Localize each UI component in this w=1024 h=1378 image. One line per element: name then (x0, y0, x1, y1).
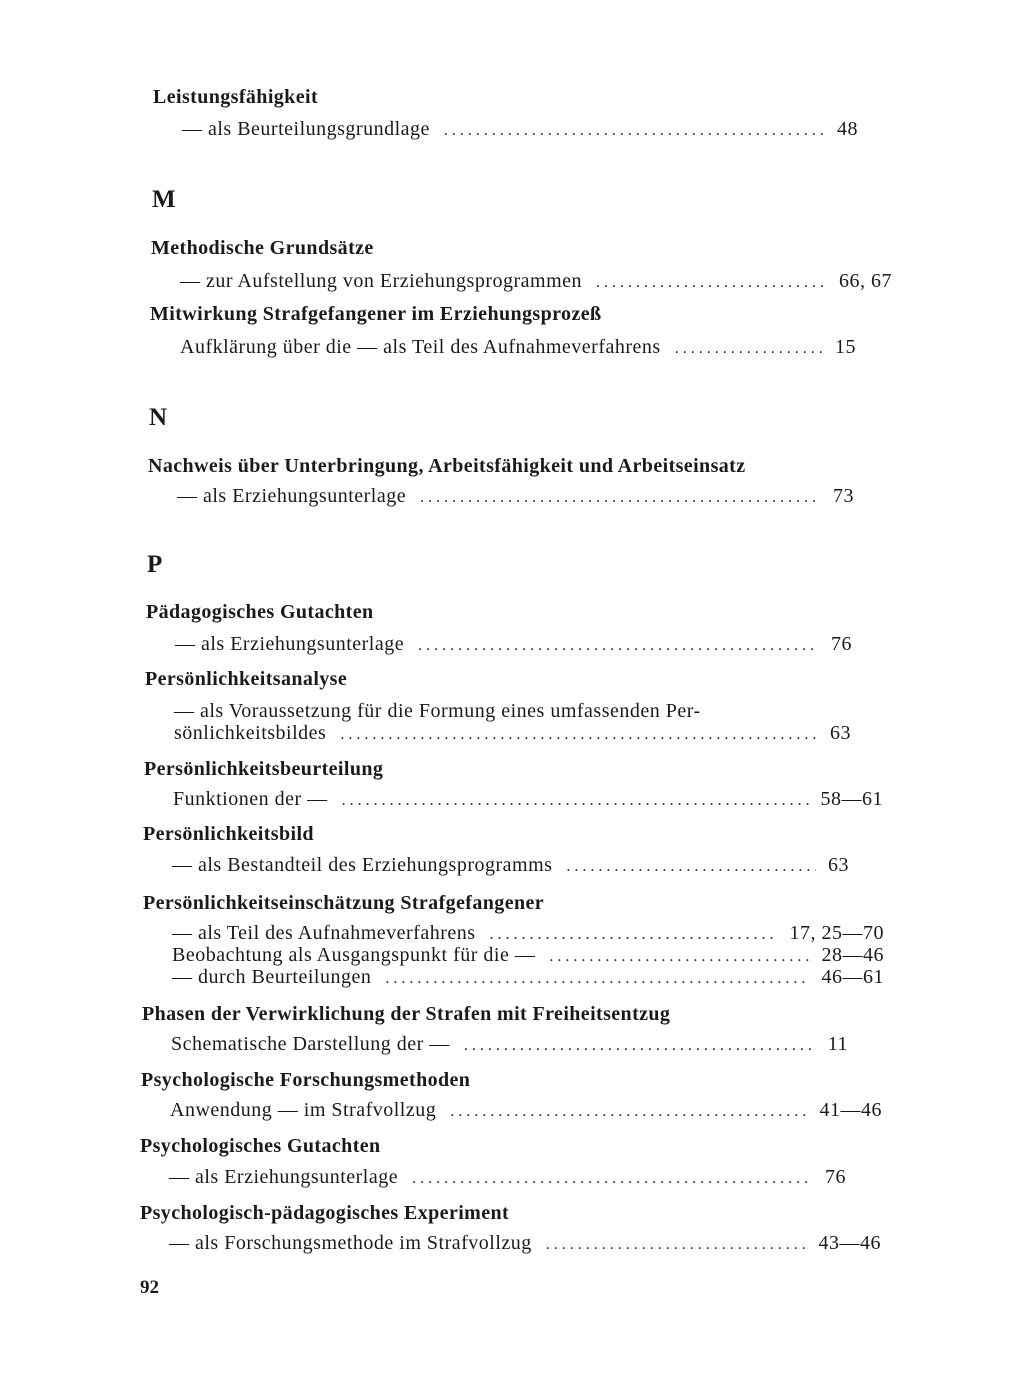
entry-text: Schematische Darstellung der — (171, 1033, 450, 1055)
entry-page: 28—46 (821, 944, 884, 966)
index-entry (169, 1166, 846, 1189)
entry-text: Funktionen der — (173, 788, 328, 810)
leader-dots (418, 637, 819, 655)
entry-page: 17, 25—70 (789, 922, 884, 944)
index-entry (173, 788, 883, 811)
index-entry (180, 270, 892, 293)
index-entry (172, 944, 884, 967)
index-entry (180, 336, 856, 359)
page-number: 92 (140, 1277, 159, 1298)
leader-dots (450, 1103, 807, 1121)
entry-text: — als Beurteilungsgrundlage (182, 118, 430, 140)
leader-dots (340, 726, 818, 744)
index-entry (172, 922, 884, 945)
leader-dots (444, 122, 825, 140)
index-heading: Psychologisch-pädagogisches Experiment (140, 1202, 510, 1224)
entry-text: Anwendung — im Strafvollzug (170, 1099, 437, 1121)
section-letter: N (149, 404, 168, 431)
index-entry (172, 854, 849, 877)
entry-text: — als Erziehungsunterlage (177, 485, 407, 507)
index-heading: Psychologische Forschungsmethoden (141, 1069, 471, 1091)
leader-dots (546, 1236, 807, 1254)
section-letter: P (147, 551, 163, 578)
entry-text: — zur Aufstellung von Erziehungsprogrammen (180, 270, 583, 292)
leader-dots (675, 340, 823, 358)
index-heading: Persönlichkeitseinschätzung Strafgefangener (143, 892, 545, 914)
index-entry (175, 633, 852, 656)
entry-text: — als Erziehungsunterlage (169, 1166, 399, 1188)
entry-text: — als Bestandteil des Erziehungsprogramms (172, 854, 553, 876)
entry-page: 41—46 (819, 1099, 882, 1121)
leader-dots (464, 1037, 816, 1055)
index-heading: Pädagogisches Gutachten (146, 601, 374, 623)
index-heading: Phasen der Verwirklichung der Strafen mit Freiheitsentzug (142, 1003, 671, 1025)
entry-page: 63 (828, 854, 849, 876)
leader-dots (596, 274, 827, 292)
entry-text: Beobachtung als Ausgangspunkt für die — (172, 944, 536, 966)
index-heading: Persönlichkeitsanalyse (145, 668, 348, 690)
index-entry (177, 485, 854, 508)
entry-page: 76 (825, 1166, 846, 1188)
entry-page: 46—61 (821, 966, 884, 988)
entry-page: 15 (835, 336, 856, 358)
entry-page: 76 (831, 633, 852, 655)
entry-text: — als Teil des Aufnahmeverfahrens (172, 922, 476, 944)
entry-page: 63 (830, 722, 851, 744)
index-entry (171, 1033, 848, 1056)
entry-text: — durch Beurteilungen (172, 966, 372, 988)
index-entry (182, 118, 858, 141)
leader-dots (342, 792, 809, 810)
entry-page: 58—61 (820, 788, 883, 810)
section-letter: M (152, 186, 176, 213)
index-heading: Leistungsfähigkeit (153, 86, 319, 108)
entry-page: 73 (833, 485, 854, 507)
index-heading: Psychologisches Gutachten (140, 1135, 381, 1157)
entry-page: 11 (827, 1033, 848, 1055)
leader-dots (412, 1170, 813, 1188)
leader-dots (566, 858, 816, 876)
index-entry (169, 1232, 881, 1255)
index-heading: Nachweis über Unterbringung, Arbeitsfähigkeit und Arbeitseinsatz (148, 455, 746, 477)
entry-text: — als Erziehungsunterlage (175, 633, 405, 655)
index-heading: Methodische Grundsätze (151, 237, 374, 259)
index-heading: Mitwirkung Strafgefangener im Erziehungsprozeß (150, 303, 602, 325)
entry-text: — als Forschungsmethode im Strafvollzug (169, 1232, 532, 1254)
entry-page: 66, 67 (839, 270, 892, 292)
index-entry (172, 966, 884, 989)
leader-dots (490, 926, 778, 944)
entry-page: 43—46 (818, 1232, 881, 1254)
entry-page: 48 (837, 118, 858, 140)
index-heading: Persönlichkeitsbeurteilung (144, 758, 384, 780)
leader-dots (385, 970, 809, 988)
leader-dots (420, 489, 821, 507)
entry-text-line: — als Voraussetzung für die Formung eines umfassenden Per- (174, 700, 701, 722)
entry-text: Aufklärung über die — als Teil des Aufnahmeverfahrens (180, 336, 661, 358)
index-heading: Persönlichkeitsbild (143, 823, 314, 845)
entry-text: sönlichkeitsbildes (174, 722, 327, 744)
index-entry (174, 722, 851, 745)
leader-dots (549, 948, 809, 966)
index-entry (170, 1099, 882, 1122)
